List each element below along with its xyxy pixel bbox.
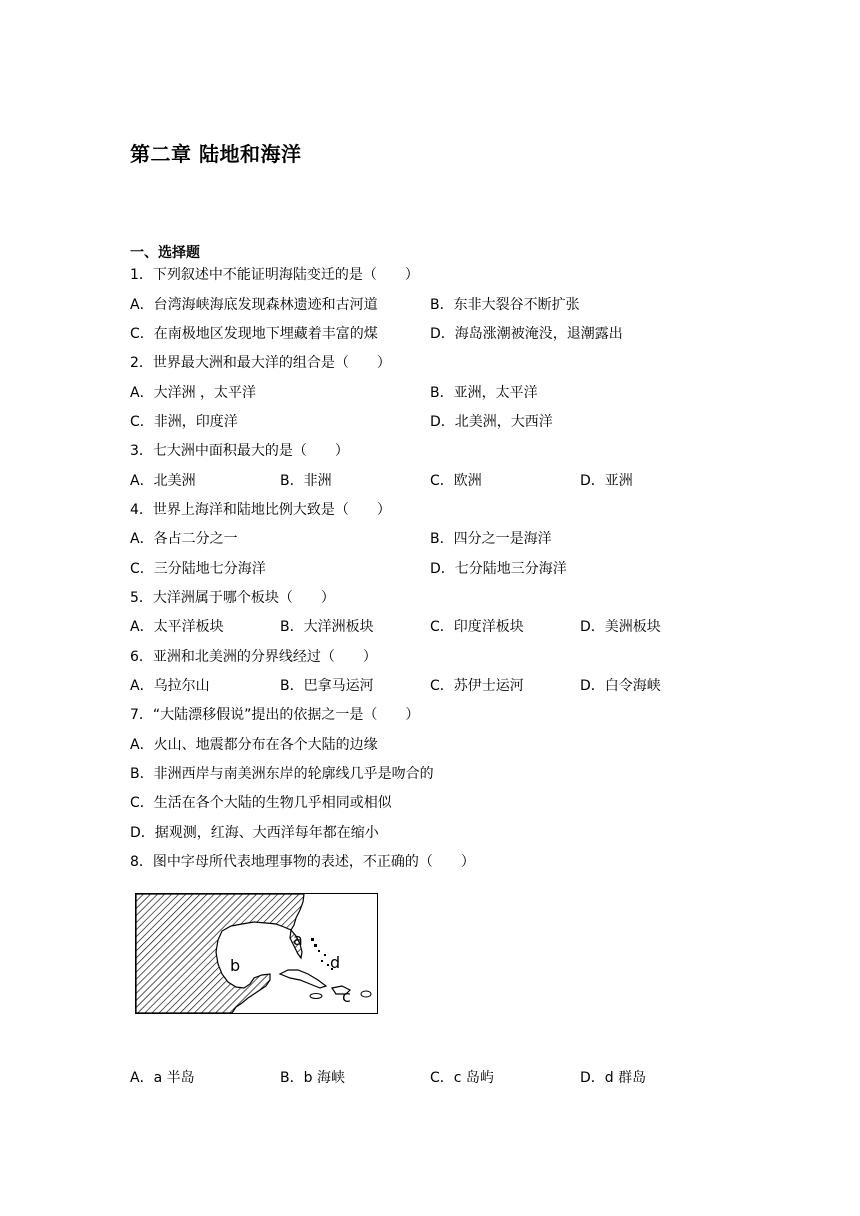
map-label-c: c	[342, 987, 351, 1006]
question-stem: 3．七大洲中面积最大的是（ ）	[130, 443, 349, 459]
option-a: A．大洋洲 ，太平洋	[130, 385, 257, 401]
option-row	[130, 675, 730, 697]
option-a: A．火山、地震都分布在各个大陆的边缘	[130, 737, 378, 753]
option-row	[130, 558, 730, 580]
option-c: C．在南极地区发现地下埋藏着丰富的煤	[130, 326, 378, 342]
map-label-d: d	[330, 953, 341, 972]
option-d: D．美洲板块	[580, 619, 661, 635]
option-d: D．七分陆地三分海洋	[430, 561, 567, 577]
option-b: B．b 海峡	[280, 1070, 345, 1086]
option-c: C．生活在各个大陆的生物几乎相同或相似	[130, 795, 392, 811]
option-c: C．印度洋板块	[430, 619, 524, 635]
map-label-a: a	[293, 930, 303, 949]
option-c: C．非洲，印度洋	[130, 414, 238, 430]
option-b: B．巴拿马运河	[280, 678, 374, 694]
option-row	[130, 411, 730, 433]
option-row	[130, 294, 730, 316]
option-row	[130, 616, 730, 638]
option-d: D．据观测，红海、大西洋每年都在缩小	[130, 825, 379, 841]
option-b: B．非洲	[280, 473, 332, 489]
option-row	[130, 323, 730, 345]
mainland-shape	[136, 894, 304, 1013]
option-row	[130, 528, 730, 550]
option-d: D．亚洲	[580, 473, 633, 489]
option-c: C．欧洲	[430, 473, 482, 489]
option-a: A．台湾海峡海底发现森林遗迹和古河道	[130, 297, 378, 313]
option-row	[130, 1067, 730, 1089]
question-stem: 1．下列叙述中不能证明海陆变迁的是（ ）	[130, 267, 419, 283]
gulf-of-mexico-map	[136, 894, 377, 1013]
cuba-island	[280, 970, 326, 988]
option-b: B．大洋洲板块	[280, 619, 374, 635]
option-b: B．非洲西岸与南美洲东岸的轮廓线几乎是吻合的	[130, 766, 434, 782]
option-a: A．太平洋板块	[130, 619, 224, 635]
option-row	[130, 382, 730, 404]
option-b: B．四分之一是海洋	[430, 531, 552, 547]
page-title: 第二章 陆地和海洋	[130, 142, 302, 166]
option-d: D．海岛涨潮被淹没，退潮露出	[430, 326, 623, 342]
question-stem: 7．“大陆漂移假说”提出的依据之一是（ ）	[130, 707, 420, 723]
option-a: A．北美洲	[130, 473, 196, 489]
option-b: B．亚洲，太平洋	[430, 385, 538, 401]
question-stem: 8．图中字母所代表地理事物的表述，不正确的（ ）	[130, 854, 475, 870]
option-a: A．a 半岛	[130, 1070, 195, 1086]
option-c: C．三分陆地七分海洋	[130, 561, 266, 577]
option-c: C．苏伊士运河	[430, 678, 524, 694]
question-stem: 5．大洋洲属于哪个板块（ ）	[130, 590, 335, 606]
option-a: A．乌拉尔山	[130, 678, 210, 694]
option-d: D．d 群岛	[580, 1070, 647, 1086]
map-figure	[135, 893, 378, 1014]
option-d: D．北美洲，大西洋	[430, 414, 553, 430]
question-stem: 4．世界上海洋和陆地比例大致是（ ）	[130, 502, 391, 518]
option-row	[130, 470, 730, 492]
option-c: C．c 岛屿	[430, 1070, 494, 1086]
section-heading: 一、选择题	[130, 245, 200, 261]
question-stem: 6．亚洲和北美洲的分界线经过（ ）	[130, 649, 377, 665]
map-label-b: b	[230, 956, 241, 975]
option-d: D．白令海峡	[580, 678, 661, 694]
puerto-rico-island	[361, 991, 371, 997]
question-stem: 2．世界最大洲和最大洋的组合是（ ）	[130, 355, 391, 371]
option-a: A．各占二分之一	[130, 531, 238, 547]
jamaica-island	[310, 994, 322, 999]
option-b: B．东非大裂谷不断扩张	[430, 297, 580, 313]
